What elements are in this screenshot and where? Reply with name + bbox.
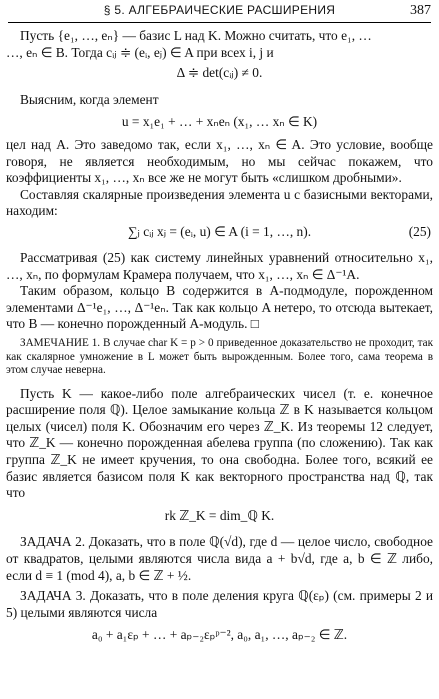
paragraph-integrality: цел над A. Это заведомо так, если x₁, …, xₙ ∈ A. Это условие, вообще говоря, не является необходимым, но мы сейчас покажем, что коэффициенты x₁, …, xₙ все же не могут быть «слишком дробными». [6,136,433,186]
exercise-2: ЗАДАЧА 2. Доказать, что в поле ℚ(√d), где d — целое число, свободное от квадратов, целыми являются числа вида a + b√d, где a, b ∈ ℤ либо, если d ≡ 1 (mod 4), a, b ∈ ℤ + ½. [6,534,433,583]
paragraph-cramer: Рассматривая (25) как систему линейных уравнений относительно x₁, …, xₙ, по формулам Крамера получаем, что x₁, …, xₙ ∈ Δ⁻¹A. [6,249,433,282]
exercise-3: ЗАДАЧА 3. Доказать, что в поле деления круга ℚ(εₚ) (см. примеры 2 и 5) целыми являются числа [6,588,433,620]
paragraph-conclusion: Таким образом, кольцо B содержится в A-подмодуле, порожденном элементами Δ⁻¹e₁, …, Δ⁻¹eₙ. Так как кольцо A нетеро, то отсюда вытекает, что B — конечно порожденный A-модуль. □ [6,283,433,332]
page-body [6,28,433,644]
header-rule [8,22,431,23]
paragraph-basis-line1: Пусть {e₁, …, eₙ} — базис L над K. Можно считать, что e₁, … [20,28,372,43]
formula-system [6,224,433,244]
paragraph-number-field: Пусть K — какое-либо поле алгебраических чисел (т. е. конечное расширение поля ℚ). Целое замыкание кольца ℤ в K называется кольцом целых (чисел) поля K. Обозначим его через ℤ_K. Из теоремы 12 следует, что ℤ_K — конечно порожденная абелева группа (по сложению). Так как группа ℤ_K не имеет кручения, то она свободна. Более того, всякий ее базис является базисом поля K как векторного пространства над ℚ, так что [6,385,433,501]
equation-number: (25) [408,223,431,239]
page-number: 387 [410,3,431,18]
formula-discriminant: Δ ≑ det(cᵢⱼ) ≠ 0. [176,65,263,81]
formula-rank: rk ℤ_K = dim_ℚ K. [164,507,275,523]
remark-1: ЗАМЕЧАНИЕ 1. В случае char K = p > 0 приведенное доказательство не проходит, так как скалярное умножение в L может быть вырожденным. Более того, сама теорема в этом случае неверна. [6,336,433,377]
formula-element: u = x₁e₁ + … + xₙeₙ (x₁, … xₙ ∈ K) [121,114,318,130]
formula-cyclotomic: a₀ + a₁εₚ + … + aₚ₋₂εₚᵖ⁻², a₀, a₁, …, aₚ₋₂ ∈ ℤ. [91,627,348,643]
formula-system-body: ∑ⱼ cᵢⱼ xⱼ = (eᵢ, u) ∈ A (i = 1, …, n). [127,223,312,239]
paragraph-basis-line2: …, eₙ ∈ B. Тогда cᵢⱼ ≑ (eᵢ, eⱼ) ∈ A при всех i, j и [6,44,274,60]
paragraph-basis [6,28,433,61]
paragraph-element: Выясним, когда элемент [20,91,159,107]
paragraph-scalar: Составляя скалярные произведения элемента u с базисными векторами, находим: [6,186,433,219]
section-title: § 5. АЛГЕБРАИЧЕСКИЕ РАСШИРЕНИЯ [103,3,336,17]
running-header [8,3,431,21]
